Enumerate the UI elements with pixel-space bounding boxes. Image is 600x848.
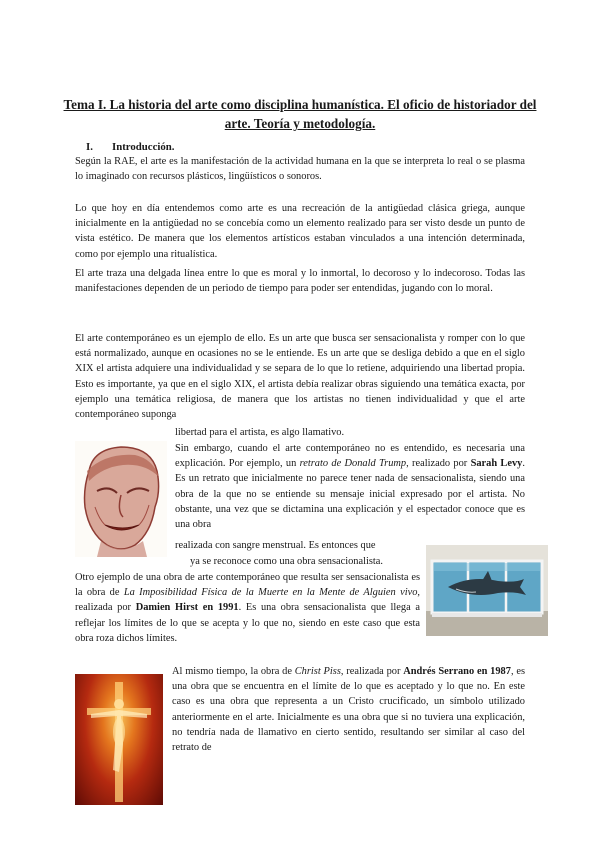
christ-piss-artist-name: Andrés Serrano en 1987	[403, 666, 511, 677]
document-title: Tema I. La historia del arte como disciplina humanística. El oficio de historiador del arte. Teoría y metodología.	[63, 97, 537, 131]
paragraph-trump-portrait: Sin embargo, cuando el arte contemporáneo no es entendido, es necesaria una explicación. Por ejemplo, un retrato de Donald Trump, realizado por Sarah Levy. Es un retrato que inicialmente no parece tener nada de sensacionalista, siendo una obra de la que no se entiende su mensaje inicial expresado por el artista. No obstante, una vez que se dictamina una explicación y el espectador conoce que es una obra	[175, 443, 525, 531]
trump-artist-name: Sarah Levy	[470, 458, 523, 470]
section-title: Introducción.	[112, 141, 175, 153]
shark-artist-name: Damien Hirst en 1991	[135, 602, 239, 614]
paragraph-contemporary-art: El arte contemporáneo es un ejemplo de ello. Es un arte que busca ser sensacionalista y romper con lo que está normalizado, aunque en ocasiones no se le entiende. Es un arte que se desliga debido a que en el siglo XIX el artista adquiere una individualidad y se separa de lo que lo retiene, adquiriendo una libertad propia. Esto es importante, ya que en el siglo XIX, el artista debía realizar obras siguiendo una temática exacta, por ejemplo una temática religiosa, de manera que los artistas no tienen individualidad y que el arte contemporáneo suponga	[75, 333, 525, 421]
paragraph-christ-piss: Al mismo tiempo, la obra de Christ Piss, realizada por Andrés Serrano en 1987, es una obra que se encuentra en el límite de lo que es aceptado y lo que no. En este caso es una obra que representa a un Cristo crucificado, un símbolo utilizado anteriormente en el arte. Inicialmente es una obra que si no tuviera una explicación, no tendría nada de llamativo en cierto sentido, resultando ser similar al caso del retrato de	[172, 666, 526, 754]
paragraph-trump-portrait-end: ya se reconoce como una obra sensacionalista.	[190, 556, 384, 567]
section-number: I.	[86, 141, 93, 153]
paragraph-shark-work: Otro ejemplo de una obra de arte contemporáneo que resulta ser sensacionalista es la obra de La Imposibilidad Física de la Muerte en la Mente de Alguien vivo, realizada por Damien Hirst en 1991. Es una obra sensacionalista que llega a reflejar los límites de lo que se acepta y lo que no, siendo en este caso que esta obra roza dichos límites.	[75, 572, 420, 644]
paragraph-moral-line: El arte traza una delgada línea entre lo que es moral y lo inmortal, lo decoroso y lo indecoroso. Todas las manifestaciones dependen de un periodo de tiempo para poder ser entendidas, jugando con lo moral.	[75, 268, 525, 295]
trump-work-title: retrato de Donald Trump	[299, 458, 407, 470]
paragraph-contemporary-art-end: libertad para el artista, es algo llamativo.	[175, 427, 345, 438]
shark-tank-image	[426, 545, 548, 636]
section-heading	[86, 140, 175, 155]
trump-portrait-image	[75, 441, 167, 557]
paragraph-rae-definition: Según la RAE, el arte es la manifestación de la actividad humana en la que se interpreta lo real o se plasma lo imaginado con recursos plásticos, lingüísticos o sonoros.	[75, 156, 525, 183]
christ-piss-image	[75, 674, 163, 805]
shark-work-title: La Imposibilidad Física de la Muerte en la Mente de Alguien vivo	[123, 587, 418, 599]
paragraph-trump-portrait-cont: realizada con sangre menstrual. Es entonces que	[175, 540, 376, 551]
christ-piss-work-title: Christ Piss	[294, 666, 341, 677]
paragraph-classical-origin: Lo que hoy en día entendemos como arte es una recreación de la antigüedad clásica griega, aunque inicialmente en la antigüedad no se concebía como un elemento realizado para ser visto desde un punto de vista estético. De manera que los elementos artísticos estaban vinculados a una intención determinada, como por ejemplo una ritualística.	[75, 203, 525, 260]
